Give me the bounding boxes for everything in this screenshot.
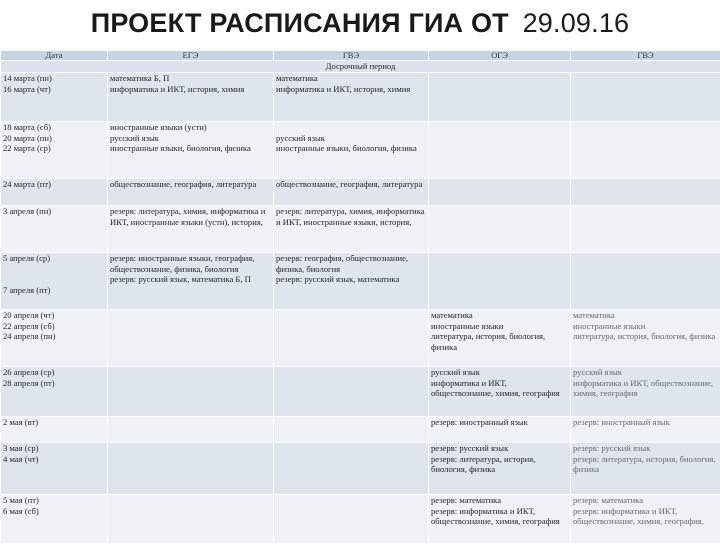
- gve9-cell: [571, 495, 720, 544]
- cell-line: 4 мая (чт): [3, 454, 105, 465]
- ege-cell: [108, 310, 274, 367]
- column-header-date: Дата: [1, 51, 108, 61]
- oge-cell: [429, 253, 571, 310]
- oge-cell: [429, 367, 571, 417]
- title-main: ПРОЕКТ РАСПИСАНИЯ ГИА ОТ: [91, 8, 509, 38]
- cell-line: резерв: география, обществознание, физика, биология: [276, 253, 426, 274]
- cell-line: резерв: литература, химия, информатика и ИКТ, иностранные языки, история,: [276, 206, 426, 227]
- table-row: [1, 179, 720, 206]
- cell-line: [3, 264, 105, 275]
- header-row: [1, 51, 720, 61]
- oge-cell: [429, 179, 571, 206]
- cell-line: 3 апреля (пн): [3, 206, 105, 217]
- gve-cell: [274, 495, 429, 544]
- cell-line: 3 мая (ср): [3, 443, 105, 454]
- cell-line: резерв: литература, история, биология, физика: [573, 454, 718, 475]
- gve9-cell: [571, 73, 720, 122]
- cell-line: резерв: информатика и ИКТ, обществознание, химия, география: [431, 506, 568, 527]
- ege-cell: [108, 179, 274, 206]
- cell-line: русский язык: [276, 133, 426, 144]
- ege-cell: [108, 206, 274, 253]
- table-row: [1, 367, 720, 417]
- ege-cell: [108, 73, 274, 122]
- cell-line: литература, история, биология, физика: [573, 331, 718, 342]
- cell-line: резерв: информатика и ИКТ, обществознание, химия, география,: [573, 506, 718, 527]
- gve9-cell: [571, 122, 720, 179]
- cell-line: иностранные языки: [573, 321, 718, 332]
- oge-cell: [429, 495, 571, 544]
- date-cell: [1, 310, 108, 367]
- schedule-table: [0, 50, 720, 544]
- period-label: Досрочный период: [1, 61, 720, 73]
- date-cell: [1, 253, 108, 310]
- table-row: [1, 253, 720, 310]
- gve-cell: [274, 417, 429, 443]
- date-cell: [1, 417, 108, 443]
- table-row: [1, 310, 720, 367]
- cell-line: 20 марта (пн): [3, 133, 105, 144]
- gve-cell: [274, 253, 429, 310]
- cell-line: информатика и ИКТ, история, химия: [110, 84, 271, 95]
- gve-cell: [274, 73, 429, 122]
- column-header-ege: ЕГЭ: [108, 51, 274, 61]
- cell-line: иностранные языки, биология, физика: [110, 143, 271, 154]
- cell-line: [276, 122, 426, 133]
- ege-cell: [108, 417, 274, 443]
- cell-line: 20 апреля (чт): [3, 310, 105, 321]
- page-title: [0, 8, 720, 39]
- cell-line: математика Б, П: [110, 73, 271, 84]
- cell-line: 6 мая (сб): [3, 506, 105, 517]
- cell-line: 24 марта (пт): [3, 179, 105, 190]
- gve-cell: [274, 179, 429, 206]
- cell-line: резерв: литература, история, биология, физика: [431, 454, 568, 475]
- cell-line: резерв: иностранные языки, география, обществознание, физика, биология: [110, 253, 271, 274]
- gve-cell: [274, 206, 429, 253]
- cell-line: русский язык: [110, 133, 271, 144]
- ege-cell: [108, 122, 274, 179]
- cell-line: 2 мая (вт): [3, 417, 105, 428]
- ege-cell: [108, 495, 274, 544]
- cell-line: русский язык: [431, 367, 568, 378]
- date-cell: [1, 122, 108, 179]
- gve9-cell: [571, 206, 720, 253]
- cell-line: обществознание, география, литература: [110, 179, 271, 190]
- cell-line: 22 апреля (сб): [3, 321, 105, 332]
- cell-line: информатика и ИКТ, история, химия: [276, 84, 426, 95]
- gve9-cell: [571, 417, 720, 443]
- gve9-cell: [571, 179, 720, 206]
- ege-cell: [108, 253, 274, 310]
- cell-line: резерв: русский язык, математика Б, П: [110, 274, 271, 285]
- date-cell: [1, 73, 108, 122]
- date-cell: [1, 206, 108, 253]
- cell-line: 5 апреля (ср): [3, 253, 105, 264]
- date-cell: [1, 179, 108, 206]
- cell-line: математика: [431, 310, 568, 321]
- cell-line: резерв: математика: [431, 495, 568, 506]
- cell-line: информатика и ИКТ, обществознание, химия, география: [573, 378, 718, 399]
- cell-line: иностранные языки (устн): [110, 122, 271, 133]
- table-row: [1, 443, 720, 495]
- cell-line: математика: [276, 73, 426, 84]
- cell-line: [3, 274, 105, 285]
- cell-line: 14 марта (пн): [3, 73, 105, 84]
- cell-line: 24 апреля (пн): [3, 331, 105, 342]
- gve9-cell: [571, 310, 720, 367]
- cell-line: 5 мая (пт): [3, 495, 105, 506]
- cell-line: 18 марта (сб): [3, 122, 105, 133]
- table-row: [1, 73, 720, 122]
- gve-cell: [274, 443, 429, 495]
- cell-line: резерв: литература, химия, информатика и ИКТ, иностранные языки (устн), история,: [110, 206, 271, 227]
- gve9-cell: [571, 443, 720, 495]
- cell-line: русский язык: [573, 367, 718, 378]
- oge-cell: [429, 73, 571, 122]
- date-cell: [1, 367, 108, 417]
- gve-cell: [274, 367, 429, 417]
- cell-line: 7 апреля (пт): [3, 285, 105, 296]
- oge-cell: [429, 310, 571, 367]
- cell-line: 28 апреля (пт): [3, 378, 105, 389]
- table-row: [1, 417, 720, 443]
- gve-cell: [274, 122, 429, 179]
- cell-line: иностранные языки: [431, 321, 568, 332]
- table-row: [1, 495, 720, 544]
- date-cell: [1, 443, 108, 495]
- cell-line: резерв: русский язык, математика: [276, 274, 426, 285]
- column-header-gve: ГВЭ: [274, 51, 429, 61]
- date-cell: [1, 495, 108, 544]
- cell-line: 16 марта (чт): [3, 84, 105, 95]
- column-header-gve9: ГВЭ: [571, 51, 720, 61]
- oge-cell: [429, 417, 571, 443]
- ege-cell: [108, 443, 274, 495]
- title-date: 29.09.16: [523, 8, 630, 38]
- table-row: [1, 122, 720, 179]
- oge-cell: [429, 443, 571, 495]
- cell-line: 26 апреля (ср): [3, 367, 105, 378]
- ege-cell: [108, 367, 274, 417]
- gve-cell: [274, 310, 429, 367]
- cell-line: резерв: русский язык: [431, 443, 568, 454]
- cell-line: резерв: иностранный язык: [573, 417, 718, 428]
- cell-line: резерв: математика: [573, 495, 718, 506]
- gve9-cell: [571, 253, 720, 310]
- column-header-oge: ОГЭ: [429, 51, 571, 61]
- cell-line: резерв: иностранный язык: [431, 417, 568, 428]
- cell-line: иностранные языки, биология, физика: [276, 143, 426, 154]
- table-row: [1, 206, 720, 253]
- gve9-cell: [571, 367, 720, 417]
- period-row: [1, 61, 720, 73]
- oge-cell: [429, 122, 571, 179]
- cell-line: резерв: русский язык: [573, 443, 718, 454]
- oge-cell: [429, 206, 571, 253]
- cell-line: 22 марта (ср): [3, 143, 105, 154]
- cell-line: обществознание, география, литература: [276, 179, 426, 190]
- cell-line: литература, история, биология, физика: [431, 331, 568, 352]
- cell-line: математика: [573, 310, 718, 321]
- cell-line: информатика и ИКТ, обществознание, химия, география: [431, 378, 568, 399]
